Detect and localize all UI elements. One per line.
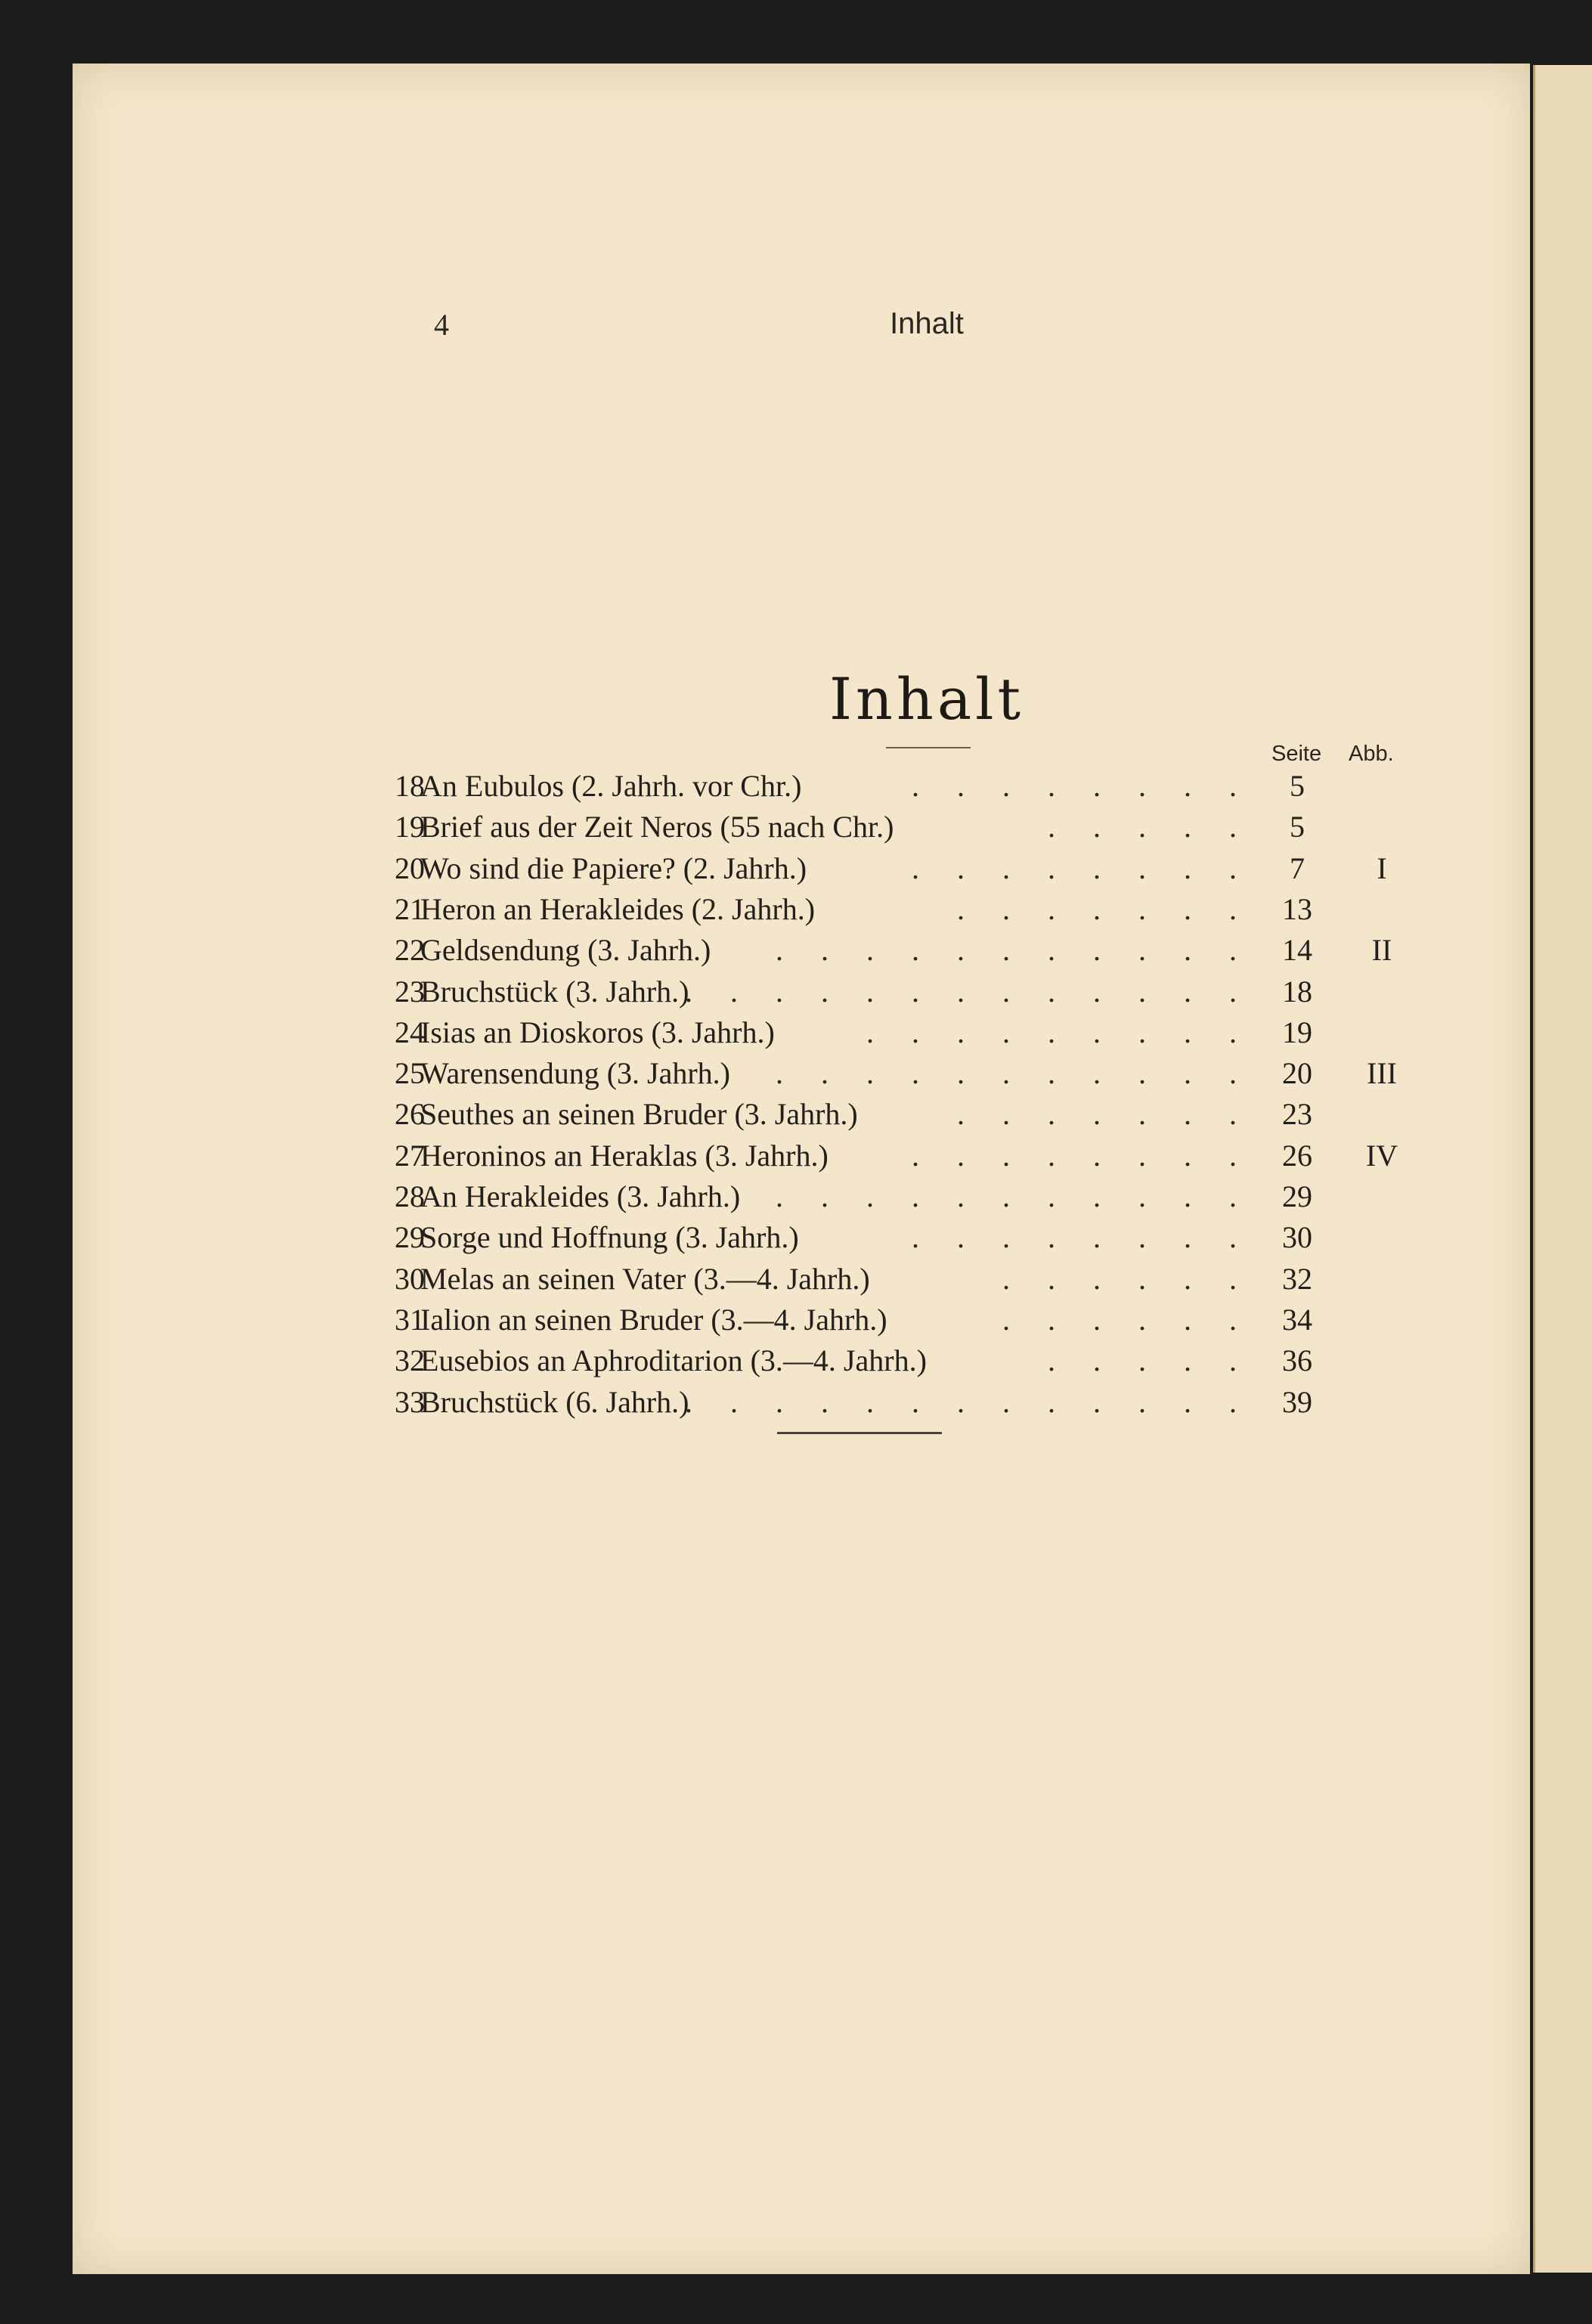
entry-title: Heron an Herakleides (2. Jahrh.) — [420, 891, 816, 926]
dot-leader: . . . . . . . . . . . — [776, 1179, 1252, 1213]
entry-page: 14 — [1282, 933, 1312, 968]
entry-page: 34 — [1282, 1302, 1312, 1337]
entry-page: 19 — [1282, 1015, 1312, 1049]
toc-entry — [73, 932, 1530, 973]
entry-number: 33 — [395, 1384, 425, 1419]
entry-figure: III — [1367, 1056, 1397, 1091]
dot-leader: . . . . . . . . — [912, 769, 1252, 803]
dot-leader: . . . . . . . — [957, 1097, 1252, 1132]
entry-number: 25 — [395, 1056, 425, 1091]
entry-page: 36 — [1282, 1343, 1312, 1378]
page-title: Inhalt — [829, 665, 1025, 733]
entry-title: Geldsendung (3. Jahrh.) — [420, 933, 711, 968]
entry-title: Wo sind die Papiere? (2. Jahrh.) — [420, 851, 807, 885]
entry-number: 32 — [395, 1343, 425, 1378]
entry-page: 5 — [1290, 769, 1305, 803]
entry-title: Warensendung (3. Jahrh.) — [420, 1056, 730, 1091]
entry-page: 7 — [1290, 851, 1305, 885]
page-number: 4 — [434, 308, 449, 342]
running-title: Inhalt — [890, 307, 964, 340]
dot-leader: . . . . . . . . . . . . . — [685, 974, 1252, 1009]
toc-entry — [73, 1384, 1530, 1425]
column-header-seite: Seite — [1271, 742, 1322, 766]
entry-page: 23 — [1282, 1097, 1312, 1132]
entry-number: 19 — [395, 810, 425, 844]
entry-number: 20 — [395, 851, 425, 885]
entry-title: Melas an seinen Vater (3.—4. Jahrh.) — [420, 1261, 870, 1296]
entry-page: 39 — [1282, 1384, 1312, 1419]
column-header-abb: Abb. — [1349, 742, 1394, 766]
toc-entry — [73, 768, 1530, 809]
entry-number: 31 — [395, 1302, 425, 1337]
entry-title: Seuthes an seinen Bruder (3. Jahrh.) — [420, 1097, 858, 1132]
toc-entry — [73, 1015, 1530, 1055]
entry-title: Brief aus der Zeit Neros (55 nach Chr.) — [420, 810, 894, 844]
dot-leader: . . . . . . . . . . . — [776, 1056, 1252, 1091]
closing-divider — [777, 1432, 942, 1434]
dot-leader: . . . . . — [1048, 810, 1252, 844]
dot-leader: . . . . . . . . — [912, 1220, 1252, 1255]
entry-page: 13 — [1282, 891, 1312, 926]
toc-entry — [73, 1302, 1530, 1343]
entry-title: An Herakleides (3. Jahrh.) — [420, 1179, 741, 1213]
adjacent-page-edge — [1533, 65, 1592, 2273]
entry-title: Isias an Dioskoros (3. Jahrh.) — [420, 1015, 775, 1049]
toc-entry — [73, 1219, 1530, 1260]
entry-page: 30 — [1282, 1220, 1312, 1255]
entry-page: 26 — [1282, 1138, 1312, 1173]
entry-title: Heroninos an Heraklas (3. Jahrh.) — [420, 1138, 829, 1173]
toc-entry — [73, 1138, 1530, 1179]
dot-leader: . . . . . . — [1002, 1261, 1252, 1296]
entry-number: 23 — [395, 974, 425, 1009]
book-page — [73, 64, 1530, 2274]
dot-leader: . . . . . . — [1002, 1302, 1252, 1337]
toc-entry — [73, 851, 1530, 891]
entry-number: 24 — [395, 1015, 425, 1049]
entry-page: 29 — [1282, 1179, 1312, 1213]
toc-entry — [73, 1179, 1530, 1219]
dot-leader: . . . . . . . . — [912, 1138, 1252, 1173]
title-divider — [886, 747, 971, 748]
entry-page: 5 — [1290, 810, 1305, 844]
entry-number: 30 — [395, 1261, 425, 1296]
entry-page: 32 — [1282, 1261, 1312, 1296]
entry-figure: II — [1371, 933, 1392, 968]
dot-leader: . . . . . . . . . . . . . — [685, 1384, 1252, 1419]
entry-title: An Eubulos (2. Jahrh. vor Chr.) — [420, 769, 802, 803]
dot-leader: . . . . . . . . . — [866, 1015, 1252, 1049]
entry-number: 22 — [395, 933, 425, 968]
entry-page: 20 — [1282, 1056, 1312, 1091]
entry-number: 29 — [395, 1220, 425, 1255]
entry-number: 26 — [395, 1097, 425, 1132]
entry-page: 18 — [1282, 974, 1312, 1009]
dot-leader: . . . . . . . . . . . — [776, 933, 1252, 968]
entry-number: 27 — [395, 1138, 425, 1173]
entry-figure: I — [1377, 851, 1387, 885]
toc-entry — [73, 974, 1530, 1015]
toc-entry — [73, 1343, 1530, 1384]
entry-title: Sorge und Hoffnung (3. Jahrh.) — [420, 1220, 799, 1255]
entry-title: Bruchstück (6. Jahrh.) — [420, 1384, 689, 1419]
dot-leader: . . . . . — [1048, 1343, 1252, 1378]
toc-entry — [73, 891, 1530, 932]
dot-leader: . . . . . . . . — [912, 851, 1252, 885]
entry-number: 28 — [395, 1179, 425, 1213]
entry-figure: IV — [1365, 1138, 1398, 1173]
entry-number: 18 — [395, 769, 425, 803]
entry-title: Eusebios an Aphroditarion (3.—4. Jahrh.) — [420, 1343, 927, 1378]
entry-title: Bruchstück (3. Jahrh.) — [420, 974, 689, 1009]
toc-entry — [73, 1096, 1530, 1137]
entry-title: Ialion an seinen Bruder (3.—4. Jahrh.) — [420, 1302, 887, 1337]
entry-number: 21 — [395, 891, 425, 926]
toc-entry — [73, 1261, 1530, 1302]
dot-leader: . . . . . . . — [957, 891, 1252, 926]
toc-entry — [73, 809, 1530, 850]
toc-entry — [73, 1055, 1530, 1096]
